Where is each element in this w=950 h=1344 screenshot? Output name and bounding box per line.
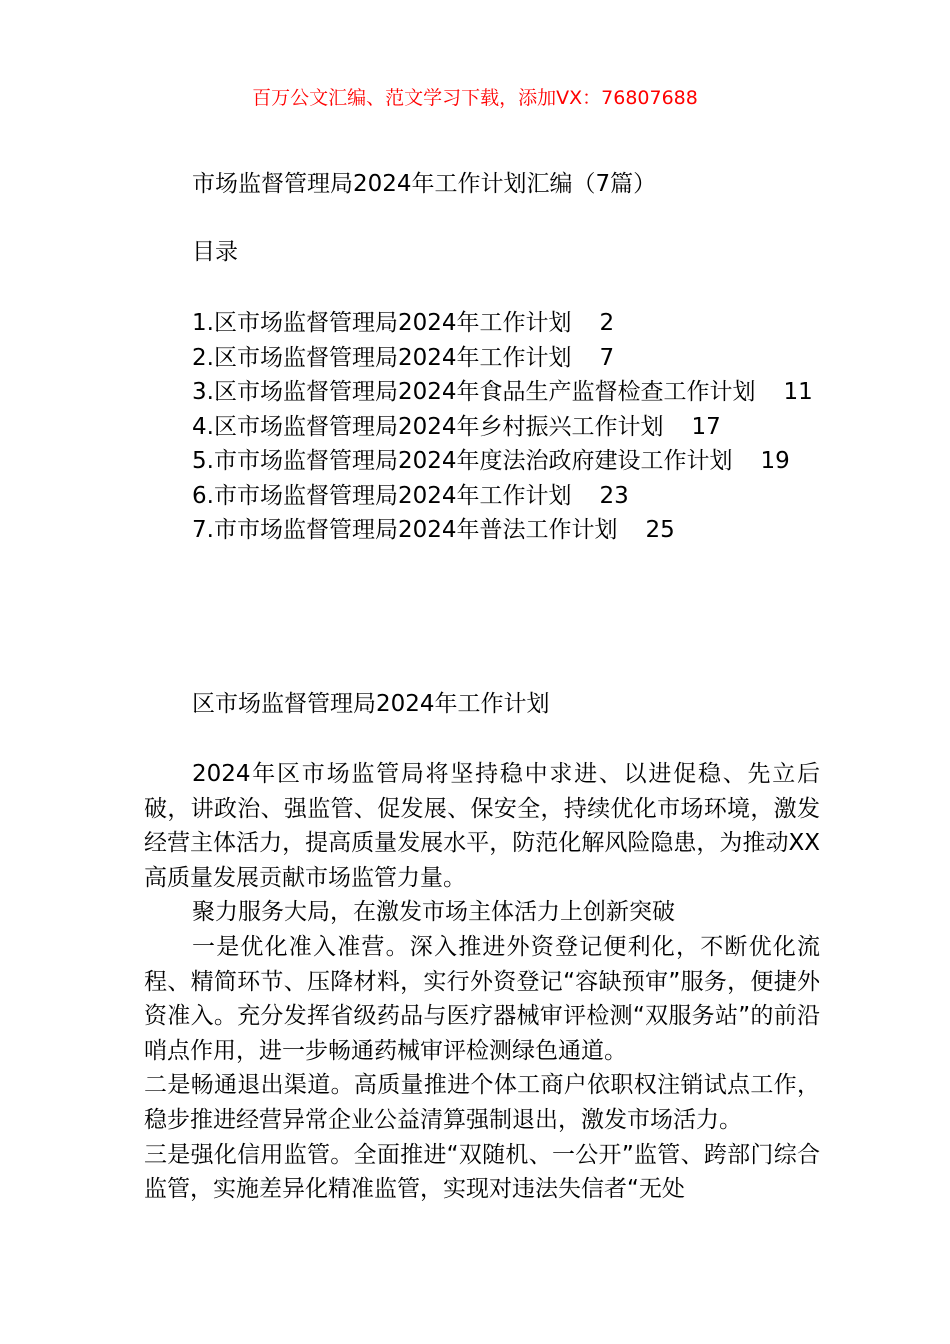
paragraph-item-three: 三是强化信用监管。全面推进“双随机、一公开”监管、跨部门综合监管，实施差异化精准监管，实现对违法失信者“无处 — [144, 1141, 820, 1203]
paragraph-item-two: 二是畅通退出渠道。高质量推进个体工商户依职权注销试点工作，稳步推进经营异常企业公益清算强制退出，激发市场活力。 — [144, 1072, 820, 1133]
paragraph-subheading: 聚力服务大局，在激发市场主体活力上创新突破 — [192, 899, 675, 926]
toc-entry[interactable] — [144, 479, 816, 514]
toc-entry[interactable] — [144, 444, 816, 479]
toc-entry-title: 6.市市场监督管理局2024年工作计划 — [192, 482, 572, 509]
toc-entry-title: 1.区市场监督管理局2024年工作计划 — [192, 310, 572, 336]
toc-entry-title: 7.市市场监督管理局2024年普法工作计划 — [192, 517, 618, 543]
toc-entry-page: 19 — [760, 448, 790, 474]
toc-entry-page: 25 — [645, 517, 675, 543]
toc-entry-title: 5.市市场监督管理局2024年度法治政府建设工作计划 — [192, 448, 733, 474]
toc-entry[interactable] — [144, 341, 816, 376]
paragraph-intro: 2024年区市场监管局将坚持稳中求进、以进促稳、先立后破，讲政治、强监管、促发展、保安全，持续优化市场环境，激发经营主体活力，提高质量发展水平，防范化解风险隐患，为推动XX高质量发展贡献市场监管力量。 — [144, 761, 820, 891]
table-of-contents — [144, 306, 816, 548]
toc-entry-title: 2.区市场监督管理局2024年工作计划 — [192, 344, 572, 371]
toc-heading: 目录 — [192, 239, 238, 265]
toc-entry-page: 23 — [599, 482, 629, 509]
toc-entry-page: 17 — [691, 413, 721, 440]
paragraph-item-one: 一是优化准入准营。深入推进外资登记便利化，不断优化流程、精简环节、压降材料，实行外资登记“容缺预审”服务，便捷外资准入。充分发挥省级药品与医疗器械审评检测“双服务站”的前沿哨点作用，进一步畅通药械审评检测绿色通道。 — [144, 933, 820, 1064]
toc-entry-page: 11 — [783, 379, 813, 405]
header-note: 百万公文汇编、范文学习下载，添加VX：76807688 — [252, 87, 698, 109]
toc-entry-page: 2 — [599, 310, 615, 336]
toc-entry[interactable] — [144, 513, 816, 548]
toc-entry[interactable] — [144, 306, 816, 341]
toc-entry[interactable] — [144, 410, 816, 445]
document-title: 市场监督管理局2024年工作计划汇编（7篇） — [192, 171, 657, 197]
section-title: 区市场监督管理局2024年工作计划 — [192, 691, 550, 717]
toc-entry[interactable] — [144, 375, 816, 410]
body-text — [144, 757, 820, 1207]
toc-entry-title: 3.区市场监督管理局2024年食品生产监督检查工作计划 — [192, 379, 756, 405]
toc-entry-title: 4.区市场监督管理局2024年乡村振兴工作计划 — [192, 413, 664, 440]
toc-entry-page: 7 — [599, 344, 615, 371]
